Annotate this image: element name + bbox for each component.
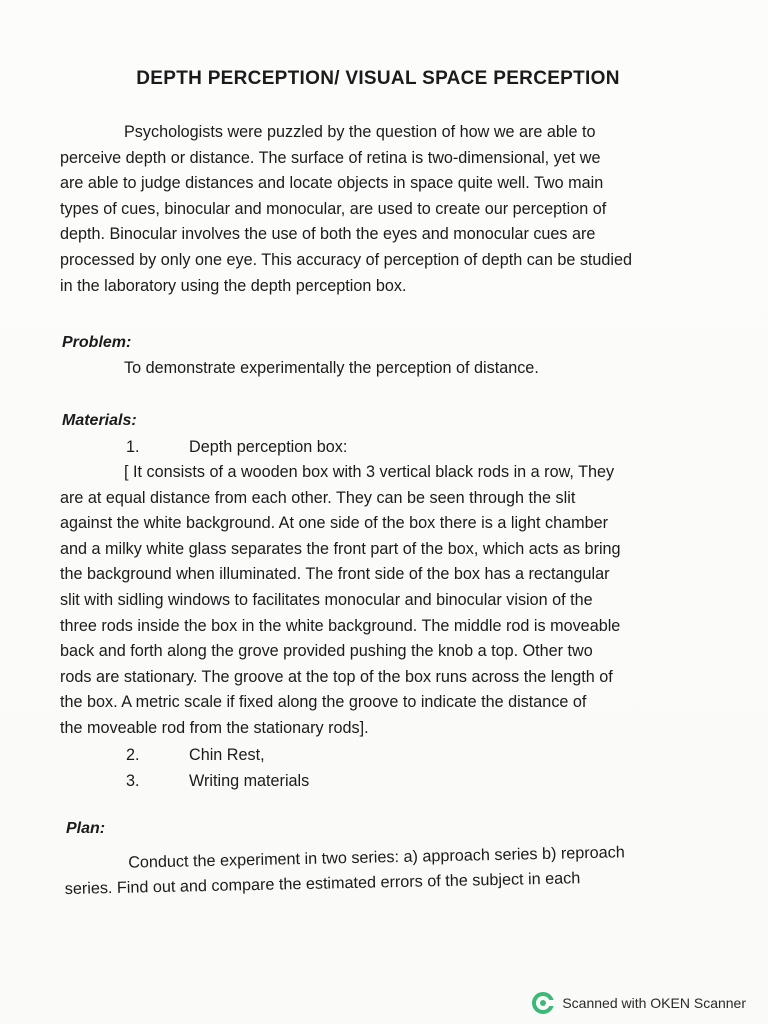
list-number: 1. bbox=[126, 438, 140, 456]
materials-heading: Materials: bbox=[62, 412, 137, 429]
scanner-watermark bbox=[532, 992, 746, 1014]
list-number: 2. bbox=[126, 746, 140, 764]
materials-list-item bbox=[126, 772, 309, 791]
plan-line: Conduct the experiment in two series: a) approach series b) reproach bbox=[128, 843, 625, 872]
box-description-paragraph bbox=[60, 460, 692, 742]
list-label: Depth perception box: bbox=[189, 438, 348, 456]
description-line: the moveable rod from the stationary rods]. bbox=[60, 718, 369, 737]
description-line: three rods inside the box in the white background. The middle rod is moveable bbox=[60, 616, 621, 635]
description-line: [ It consists of a wooden box with 3 vertical black rods in a row, They bbox=[124, 463, 615, 481]
intro-line: types of cues, binocular and monocular, are used to create our perception of bbox=[60, 199, 607, 218]
plan-paragraph bbox=[64, 839, 685, 902]
description-line: are at equal distance from each other. They can be seen through the slit bbox=[60, 488, 576, 507]
plan-heading: Plan: bbox=[66, 820, 106, 837]
scanner-text: Scanned with OKEN Scanner bbox=[562, 995, 746, 1011]
intro-line: Psychologists were puzzled by the question of how we are able to bbox=[124, 123, 596, 141]
intro-line: are able to judge distances and locate objects in space quite well. Two main bbox=[60, 174, 604, 193]
list-number: 3. bbox=[126, 772, 140, 790]
list-label: Chin Rest, bbox=[189, 746, 265, 764]
list-label: Writing materials bbox=[189, 772, 310, 790]
problem-heading: Problem: bbox=[62, 334, 132, 351]
intro-paragraph bbox=[60, 120, 692, 299]
oken-scanner-logo-icon bbox=[532, 992, 554, 1014]
plan-line: series. Find out and compare the estimated errors of the subject in each bbox=[64, 869, 581, 898]
description-line: the background when illuminated. The front side of the box has a rectangular bbox=[60, 565, 610, 584]
intro-line: perceive depth or distance. The surface of retina is two-dimensional, yet we bbox=[60, 148, 601, 167]
description-line: slit with sidling windows to facilitates monocular and binocular vision of the bbox=[60, 590, 593, 609]
materials-list-item bbox=[126, 438, 347, 457]
page-title: DEPTH PERCEPTION/ VISUAL SPACE PERCEPTION bbox=[136, 68, 620, 89]
description-line: the box. A metric scale if fixed along the groove to indicate the distance of bbox=[60, 693, 587, 712]
problem-line: To demonstrate experimentally the perception of distance. bbox=[124, 359, 539, 377]
problem-text bbox=[124, 356, 756, 382]
description-line: back and forth along the grove provided pushing the knob a top. Other two bbox=[60, 642, 593, 661]
description-line: and a milky white glass separates the front part of the box, which acts as bring bbox=[60, 539, 621, 558]
description-line: against the white background. At one side of the box there is a light chamber bbox=[60, 514, 609, 533]
description-line: rods are stationary. The groove at the top of the box runs across the length of bbox=[60, 667, 613, 686]
intro-line: processed by only one eye. This accuracy of perception of depth can be studied bbox=[60, 250, 633, 269]
materials-list-item bbox=[126, 746, 265, 765]
intro-line: depth. Binocular involves the use of both the eyes and monocular cues are bbox=[60, 225, 596, 244]
intro-line: in the laboratory using the depth perception box. bbox=[60, 276, 407, 295]
